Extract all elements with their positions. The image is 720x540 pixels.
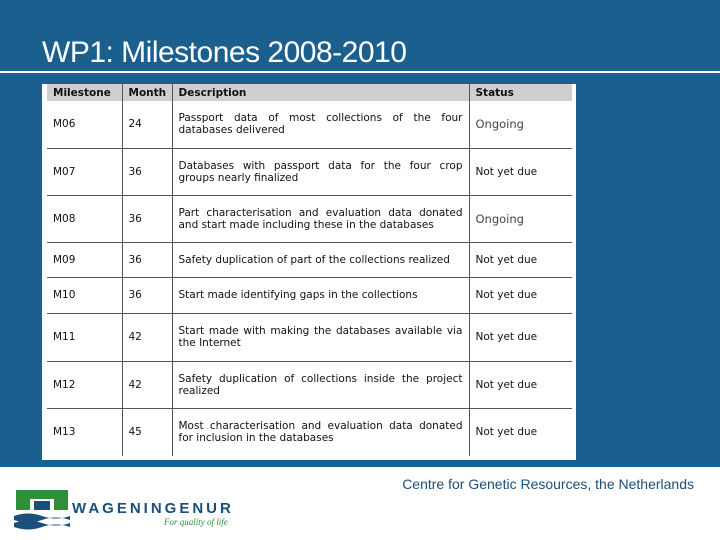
status-cell: Ongoing xyxy=(469,101,572,148)
milestone-cell: M09 xyxy=(47,242,122,277)
month-cell: 24 xyxy=(122,101,172,148)
milestones-table-panel xyxy=(42,84,576,460)
month-cell: 36 xyxy=(122,195,172,242)
table-row xyxy=(47,361,572,408)
month-cell: 36 xyxy=(122,148,172,195)
column-header-description: Description xyxy=(172,84,469,101)
milestone-cell: M11 xyxy=(47,313,122,361)
wageningen-ur-logo-icon xyxy=(14,486,70,535)
organization-footer-text: Centre for Genetic Resources, the Netherlands xyxy=(402,476,694,492)
status-cell: Not yet due xyxy=(469,313,572,361)
column-header-month: Month xyxy=(122,84,172,101)
month-cell: 36 xyxy=(122,242,172,277)
description-cell: Start made identifying gaps in the collections xyxy=(172,277,469,313)
milestone-cell: M13 xyxy=(47,408,122,456)
table-row xyxy=(47,408,572,456)
status-cell: Not yet due xyxy=(469,148,572,195)
status-cell: Ongoing xyxy=(469,195,572,242)
title-underline xyxy=(0,71,720,73)
description-cell: Most characterisation and evaluation data donated for inclusion in the databases xyxy=(172,408,469,456)
month-cell: 45 xyxy=(122,408,172,456)
description-cell: Start made with making the databases available via the Internet xyxy=(172,313,469,361)
table-row xyxy=(47,313,572,361)
wageningen-ur-logo-text: WAGENINGENUR xyxy=(72,500,234,517)
description-cell: Safety duplication of part of the collections realized xyxy=(172,242,469,277)
month-cell: 36 xyxy=(122,277,172,313)
description-cell: Part characterisation and evaluation data donated and start made including these in the databases xyxy=(172,195,469,242)
milestones-table xyxy=(47,84,572,456)
table-row xyxy=(47,242,572,277)
milestone-cell: M10 xyxy=(47,277,122,313)
logo-tagline: For quality of life xyxy=(164,517,228,527)
status-cell: Not yet due xyxy=(469,242,572,277)
table-row xyxy=(47,148,572,195)
slide-title: WP1: Milestones 2008-2010 xyxy=(42,36,407,69)
table-header-row xyxy=(47,84,572,101)
month-cell: 42 xyxy=(122,313,172,361)
description-cell: Safety duplication of collections inside the project realized xyxy=(172,361,469,408)
description-cell: Passport data of most collections of the four databases delivered xyxy=(172,101,469,148)
status-cell: Not yet due xyxy=(469,361,572,408)
milestone-cell: M08 xyxy=(47,195,122,242)
column-header-status: Status xyxy=(469,84,572,101)
table-row xyxy=(47,277,572,313)
status-cell: Not yet due xyxy=(475,426,538,439)
table-row xyxy=(47,101,572,148)
milestone-cell: M12 xyxy=(47,361,122,408)
milestone-cell: M07 xyxy=(47,148,122,195)
description-cell: Databases with passport data for the four crop groups nearly finalized xyxy=(172,148,469,195)
table-row xyxy=(47,195,572,242)
status-cell: Not yet due xyxy=(469,277,572,313)
month-cell: 42 xyxy=(122,361,172,408)
column-header-milestone: Milestone xyxy=(47,84,122,101)
milestone-cell: M06 xyxy=(47,101,122,148)
